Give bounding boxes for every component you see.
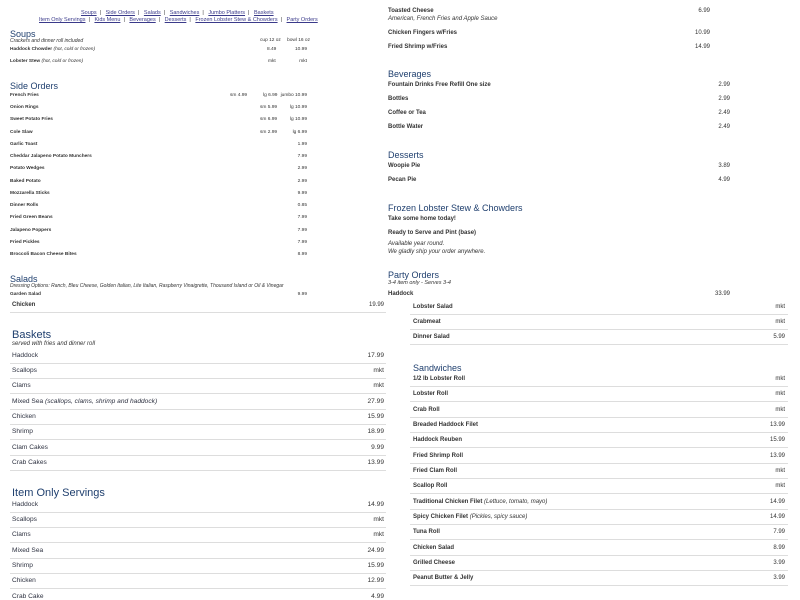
divider xyxy=(410,555,788,556)
item-price: 14.99 xyxy=(769,499,785,505)
item-name: Sweet Potato Fries xyxy=(10,117,53,122)
divider xyxy=(410,570,788,571)
nav-salads-link[interactable]: Salads xyxy=(143,10,161,16)
item-only-heading: Item Only Servings xyxy=(12,487,105,499)
divider xyxy=(410,314,788,315)
item-name: Shrimp xyxy=(12,562,33,569)
item-price: 15.99 xyxy=(367,562,384,569)
divider xyxy=(410,329,788,330)
item-price: 19.99 xyxy=(368,302,384,308)
divider xyxy=(410,386,788,387)
item-price-large: 1.99 xyxy=(297,142,307,147)
item-price: mkt xyxy=(373,382,384,389)
nav-item-only-link[interactable]: Item Only Servings xyxy=(39,17,86,23)
nav-kids-menu-link[interactable]: Kids Menu xyxy=(94,17,121,23)
divider xyxy=(10,527,386,528)
item-price: 18.99 xyxy=(367,428,384,435)
item-name: Lobster Stew xyxy=(10,59,41,64)
soups-subtitle: Crackers and dinner roll included xyxy=(10,38,84,44)
item-name: Mixed Sea xyxy=(12,547,44,554)
item-name: Spicy Chicken Filet xyxy=(413,514,469,520)
item-name: Cole Slaw xyxy=(10,130,33,135)
item-name: Haddock Reuben xyxy=(413,437,463,443)
item-price-jumbo: jumbo 10.99 xyxy=(280,93,307,98)
party-subtitle: 3-4 item only - Serves 3-4 xyxy=(388,280,451,286)
item-name: Chicken xyxy=(12,302,36,308)
item-price: mkt xyxy=(775,483,785,489)
side-orders-heading: Side Orders xyxy=(10,81,59,91)
item-name: Toasted Cheese xyxy=(388,8,434,14)
nav-frozen-link[interactable]: Frozen Lobster Stew & Chowders xyxy=(195,17,278,23)
item-name: Fried Shrimp Roll xyxy=(413,453,464,459)
item-price: 9.99 xyxy=(371,444,384,451)
divider xyxy=(410,401,788,402)
nav-jumbo-platters-link[interactable]: Jumbo Platters xyxy=(208,10,246,16)
item-price: 12.99 xyxy=(367,577,384,584)
item-name: Garden Salad xyxy=(10,292,41,297)
divider xyxy=(10,455,386,456)
item-name: Chicken Fingers w/Fries xyxy=(388,30,458,36)
nav-sandwiches-link[interactable]: Sandwiches xyxy=(169,10,200,16)
item-name: Dinner Salad xyxy=(413,334,450,340)
cup-header: cup 12 oz xyxy=(260,38,281,43)
item-name: Bottles xyxy=(388,96,409,102)
item-price: 2.99 xyxy=(718,82,730,88)
item-price: 14.99 xyxy=(694,44,710,50)
item-price-large: 2.99 xyxy=(297,166,307,171)
divider xyxy=(10,409,386,410)
item-price: 15.99 xyxy=(769,437,785,443)
item-name: Clam Cakes xyxy=(12,444,48,451)
item-name: Mozzarella Sticks xyxy=(10,191,50,196)
item-name: Fried Shrimp w/Fries xyxy=(388,44,448,50)
item-price: 13.99 xyxy=(769,453,785,459)
item-name: Fried Clam Roll xyxy=(413,468,458,474)
item-name: 1/2 lb Lobster Roll xyxy=(413,376,466,382)
nav-side-orders-link[interactable]: Side Orders xyxy=(105,10,135,16)
item-name: Crab Cake xyxy=(12,593,44,600)
divider xyxy=(410,417,788,418)
item-name: Garlic Toast xyxy=(10,142,38,147)
divider xyxy=(10,588,386,589)
divider xyxy=(10,512,386,513)
item-price: 14.99 xyxy=(367,501,384,508)
item-price-large: lg 10.99 xyxy=(289,117,307,122)
item-name: Crab Roll xyxy=(413,407,440,413)
item-name: Chicken Salad xyxy=(413,545,455,551)
item-name: Baked Potato xyxy=(10,179,41,184)
item-name: Bottle Water xyxy=(388,124,424,130)
divider xyxy=(410,432,788,433)
item-price: 27.99 xyxy=(367,398,384,405)
divider xyxy=(10,393,386,394)
item-desc: American, French Fries and Apple Sauce xyxy=(388,16,498,22)
item-desc: (scallops, clams, shrimp and haddock) xyxy=(45,398,158,405)
divider xyxy=(410,585,788,586)
item-price: 3.89 xyxy=(718,163,730,169)
item-name: Lobster Salad xyxy=(413,304,453,310)
baskets-heading: Baskets xyxy=(12,329,52,341)
item-name: Crab Cakes xyxy=(12,459,47,466)
nav-soups-link[interactable]: Soups xyxy=(81,10,97,16)
frozen-line-3: Available year round. xyxy=(388,241,445,247)
item-price: 3.99 xyxy=(773,575,785,581)
item-desc: (hot, cold or frozen) xyxy=(53,47,96,52)
divider xyxy=(10,573,386,574)
item-name: Coffee or Tea xyxy=(388,110,426,116)
item-price-bowl: mkt xyxy=(299,59,307,64)
divider xyxy=(10,312,386,313)
item-price-large: 7.99 xyxy=(297,154,307,159)
nav-row-1: Soups | Side Orders | Salads | Sandwiches | Jumbo Platters | Baskets xyxy=(81,10,274,16)
item-price: 3.99 xyxy=(773,560,785,566)
salads-heading: Salads xyxy=(10,274,38,284)
frozen-line-1: Take some home today! xyxy=(388,216,456,222)
item-price: 9.99 xyxy=(297,292,307,297)
item-name: Clams xyxy=(12,531,31,538)
item-name: Fountain Drinks Free Refill One size xyxy=(388,82,491,88)
item-price: 17.99 xyxy=(367,352,384,359)
item-price: 14.99 xyxy=(769,514,785,520)
nav-beverages-link[interactable]: Beverages xyxy=(129,17,156,23)
item-price-cup: mkt xyxy=(268,59,276,64)
item-price: 13.99 xyxy=(769,422,785,428)
item-price: 5.99 xyxy=(773,334,785,340)
item-name: Broccoli Bacon Cheese Bites xyxy=(10,252,77,257)
item-price: 13.99 xyxy=(367,459,384,466)
item-price: 4.99 xyxy=(718,177,730,183)
item-name: Potato Wedges xyxy=(10,166,45,171)
item-name: Clams xyxy=(12,382,31,389)
divider xyxy=(410,478,788,479)
divider xyxy=(410,509,788,510)
item-price: mkt xyxy=(373,367,384,374)
item-price: 7.99 xyxy=(773,529,785,535)
item-name: Scallop Roll xyxy=(413,483,448,489)
item-desc: (Pickles, spicy sauce) xyxy=(469,514,528,520)
item-name: Onion Rings xyxy=(10,105,39,110)
item-name: Woopie Pie xyxy=(388,163,421,169)
divider xyxy=(10,542,386,543)
item-price: 2.49 xyxy=(718,124,730,130)
item-name: Scallops xyxy=(12,516,37,523)
item-price-small: sm 5.99 xyxy=(260,105,278,110)
item-name: Breaded Haddock Filet xyxy=(413,422,479,428)
item-name: Traditional Chicken Filet xyxy=(413,499,483,505)
divider xyxy=(410,463,788,464)
item-price-large: lg 6.99 xyxy=(263,93,278,98)
item-name: Tuna Roll xyxy=(413,529,440,535)
item-price: 10.99 xyxy=(694,30,710,36)
item-desc: (Lettuce, tomato, mayo) xyxy=(484,499,548,505)
item-desc: (hot, cold or frozen) xyxy=(41,59,84,64)
item-name: Crabmeat xyxy=(413,319,441,325)
item-name: Dinner Rolls xyxy=(10,203,39,208)
item-price: 4.99 xyxy=(371,593,384,600)
item-name: Haddock xyxy=(12,352,39,359)
item-price-large: 7.99 xyxy=(297,215,307,220)
nav-row-2: Item Only Servings | Kids Menu | Beverages | Desserts | Frozen Lobster Stew & Chowders | Party Orders xyxy=(39,17,318,23)
item-name: Pecan Pie xyxy=(388,177,417,183)
divider xyxy=(410,524,788,525)
item-name: Chicken xyxy=(12,413,36,420)
item-name: Peanut Butter & Jelly xyxy=(413,575,474,581)
item-name: Haddock xyxy=(388,291,414,297)
nav-desserts-link[interactable]: Desserts xyxy=(164,17,187,23)
item-price: 6.99 xyxy=(698,8,710,14)
nav-party-orders-link[interactable]: Party Orders xyxy=(286,17,318,23)
divider xyxy=(10,439,386,440)
divider xyxy=(410,539,788,540)
item-name: Lobster Roll xyxy=(413,391,449,397)
item-name: French Fries xyxy=(10,93,39,98)
item-name: Mixed Sea xyxy=(12,398,44,405)
beverages-heading: Beverages xyxy=(388,69,432,79)
item-price-small: sm 4.99 xyxy=(230,93,248,98)
divider xyxy=(410,344,788,345)
party-heading: Party Orders xyxy=(388,270,440,280)
item-name: Scallops xyxy=(12,367,37,374)
divider xyxy=(10,378,386,379)
nav-baskets-link[interactable]: Baskets xyxy=(254,10,274,16)
item-name: Jalapeno Poppers xyxy=(10,228,52,233)
item-name: Cheddar Jalapeno Potato Munchers xyxy=(10,154,92,159)
item-price-small: sm 6.99 xyxy=(260,117,278,122)
divider xyxy=(410,447,788,448)
item-price: 2.49 xyxy=(718,110,730,116)
item-price-cup: 8.49 xyxy=(267,47,277,52)
item-price: 15.99 xyxy=(367,413,384,420)
item-price-large: 9.99 xyxy=(297,191,307,196)
desserts-heading: Desserts xyxy=(388,150,424,160)
item-name: Haddock Chowder xyxy=(10,47,53,52)
item-price-large: 2.99 xyxy=(297,179,307,184)
divider xyxy=(10,424,386,425)
item-price-bowl: 10.99 xyxy=(294,47,307,52)
soups-heading: Soups xyxy=(10,29,36,39)
item-price-large: 0.85 xyxy=(297,203,307,208)
item-name: Fried Green Beans xyxy=(10,215,53,220)
item-name: Shrimp xyxy=(12,428,33,435)
item-price-large: lg 6.99 xyxy=(292,130,307,135)
item-price: mkt xyxy=(775,319,785,325)
divider xyxy=(10,558,386,559)
item-price-large: lg 10.99 xyxy=(289,105,307,110)
divider xyxy=(10,470,386,471)
bowl-header: bowl 16 oz xyxy=(287,38,310,43)
item-name: Fried Pickles xyxy=(10,240,40,245)
frozen-line-4: We gladly ship your order anywhere. xyxy=(388,249,486,255)
item-price-large: 7.99 xyxy=(297,240,307,245)
item-price: 33.99 xyxy=(714,291,730,297)
divider xyxy=(10,363,386,364)
item-price-large: 8.99 xyxy=(297,252,307,257)
item-price: mkt xyxy=(775,376,785,382)
item-price: mkt xyxy=(373,516,384,523)
item-name: Haddock xyxy=(12,501,39,508)
item-price: 24.99 xyxy=(367,547,384,554)
item-price-small: sm 2.99 xyxy=(260,130,278,135)
item-name: Grilled Cheese xyxy=(413,560,456,566)
baskets-subtitle: served with fries and dinner roll xyxy=(12,341,96,347)
item-price-large: 7.99 xyxy=(297,228,307,233)
item-price: mkt xyxy=(775,468,785,474)
sandwiches-heading: Sandwiches xyxy=(413,363,462,373)
item-price: mkt xyxy=(775,391,785,397)
item-price: 2.99 xyxy=(718,96,730,102)
divider xyxy=(410,493,788,494)
salads-subtitle: Dressing Options: Ranch, Bleu Cheese, Golden Italian, Lite Italian, Raspberry Vinaigrette, Thousand Island or Oil & Vinegar xyxy=(10,283,284,289)
item-name: Chicken xyxy=(12,577,36,584)
frozen-line-2: Ready to Serve and Pint (base) xyxy=(388,230,477,236)
frozen-heading: Frozen Lobster Stew & Chowders xyxy=(388,203,523,213)
item-price: mkt xyxy=(373,531,384,538)
item-price: 8.99 xyxy=(773,545,785,551)
item-price: mkt xyxy=(775,304,785,310)
item-price: mkt xyxy=(775,407,785,413)
